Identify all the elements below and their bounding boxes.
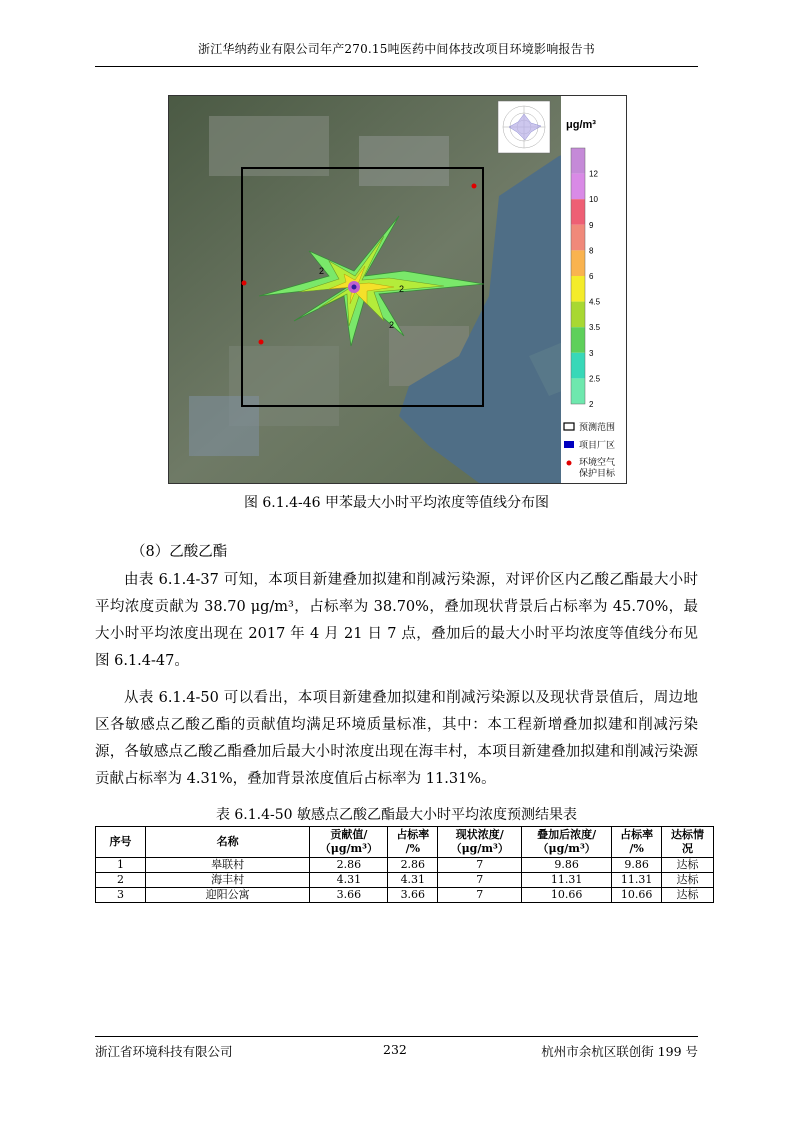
color-scale-label: 2.5 [589,374,601,384]
table-cell: 4.31 [310,873,388,888]
table-cell: 3.66 [310,888,388,903]
contour-label: 2 [399,284,405,294]
table-cell: 达标 [662,858,714,873]
table-cell: 11.31 [612,873,662,888]
color-scale-label: 4.5 [589,297,601,307]
contour-map [169,96,626,483]
table-cell: 达标 [662,888,714,903]
protection-target-marker [472,184,477,189]
color-scale-segment [571,148,585,174]
protection-target-marker [259,340,264,345]
page-header: 浙江华纳药业有限公司年产270.15吨医药中间体技改项目环境影响报告书 [198,42,595,56]
header-cell: 占标率 /% [612,827,662,858]
color-scale-segment [571,250,585,276]
color-scale-segment [571,174,585,200]
header-cell: 贡献值/ （μg/m³） [310,827,388,858]
table-caption: 表 6.1.4-50 敏感点乙酸乙酯最大小时平均浓度预测结果表 [215,807,578,823]
section-heading: （8）乙酸乙酯 [131,544,228,560]
table-cell: 9.86 [612,858,662,873]
contour-map-figure [168,95,627,484]
wind-rose-inset [498,101,550,153]
table-header-row [96,827,714,858]
header-cell: 达标情 况 [662,827,714,858]
header-cell: 序号 [96,827,146,858]
color-scale-label: 6 [589,272,594,281]
factory-legend-swatch [564,441,574,448]
target-legend-label: 环境空气 [579,458,616,468]
table-cell: 1 [96,858,146,873]
color-scale-segment [571,327,585,353]
unit-label: μg/m³ [566,119,596,131]
color-scale-segment [571,225,585,251]
color-scale-segment [571,353,585,379]
footer-company: 浙江省环境科技有限公司 [95,1044,233,1059]
table-cell: 7 [438,858,522,873]
footer-rule [95,1036,698,1037]
color-scale-label: 2 [589,400,594,409]
target-legend-label: 保护目标 [579,469,616,479]
figure-caption: 图 6.1.4-46 甲苯最大小时平均浓度等值线分布图 [243,495,550,511]
table-cell: 3 [96,888,146,903]
body-paragraph: 从表 6.1.4-50 可以看出，本项目新建叠加拟建和削减污染源以及现状背景值后，周边地区各敏感点乙酸乙酯的贡献值均满足环境质量标准，其中：本工程新增叠加拟建和削减污染源，各敏感点乙酸乙酯叠加后最大小时浓度出现在海丰村，本项目新建叠加拟建和削减污染源贡献占标率为 4.31%，叠加背景浓度值后占标率为 11.31%。 [95,690,698,787]
table-cell: 7 [438,888,522,903]
body-paragraph: 由表 6.1.4-37 可知，本项目新建叠加拟建和削减污染源，对评价区内乙酸乙酯最大小时平均浓度贡献为 38.70 μg/m³，占标率为 38.70%，叠加现状背景后占标率为 45.70%，最大小时平均浓度出现在 2017 年 4 月 21 日 7 点，叠加后的最大小时平均浓度等值线分布见图 6.1.4-47。 [95,572,698,669]
table-cell: 迎阳公寓 [145,888,310,903]
table-cell: 2.86 [388,858,438,873]
color-scale-label: 3.5 [589,323,601,333]
color-scale-segment [571,276,585,302]
protection-target-marker [242,281,247,286]
color-scale-label: 12 [589,169,598,179]
footer-address: 杭州市余杭区联创街 199 号 [541,1044,698,1059]
color-scale-segment [571,302,585,328]
table-cell: 3.66 [388,888,438,903]
range-legend-label: 预测范围 [579,423,616,433]
color-scale-label: 8 [589,246,594,256]
color-scale-label: 9 [589,220,594,230]
contour-label: 2 [319,266,325,276]
header-cell: 占标率 /% [388,827,438,858]
results-table [95,826,714,903]
table-cell: 4.31 [388,873,438,888]
table-cell: 9.86 [522,858,612,873]
target-legend-marker [567,461,572,466]
table-row [96,858,714,873]
header-rule [95,66,698,67]
header-cell: 现状浓度/ （μg/m³） [438,827,522,858]
contour-label: 2 [389,320,395,330]
table-cell: 2.86 [310,858,388,873]
header-cell: 叠加后浓度/ （μg/m³） [522,827,612,858]
table-cell: 皋联村 [145,858,310,873]
table-cell: 10.66 [522,888,612,903]
color-scale-segment [571,378,585,404]
factory-legend-label: 项目厂区 [579,441,616,451]
color-scale-bar [571,148,585,404]
table-cell: 10.66 [612,888,662,903]
table-cell: 海丰村 [145,873,310,888]
table-row [96,888,714,903]
color-scale-label: 10 [589,195,598,205]
color-scale-label: 3 [589,348,594,358]
range-legend-swatch [564,423,574,430]
table-cell: 2 [96,873,146,888]
table-cell: 11.31 [522,873,612,888]
color-scale-segment [571,199,585,225]
page-number: 232 [383,1042,407,1057]
header-cell: 名称 [145,827,310,858]
table-row [96,873,714,888]
table-cell: 7 [438,873,522,888]
table-cell: 达标 [662,873,714,888]
